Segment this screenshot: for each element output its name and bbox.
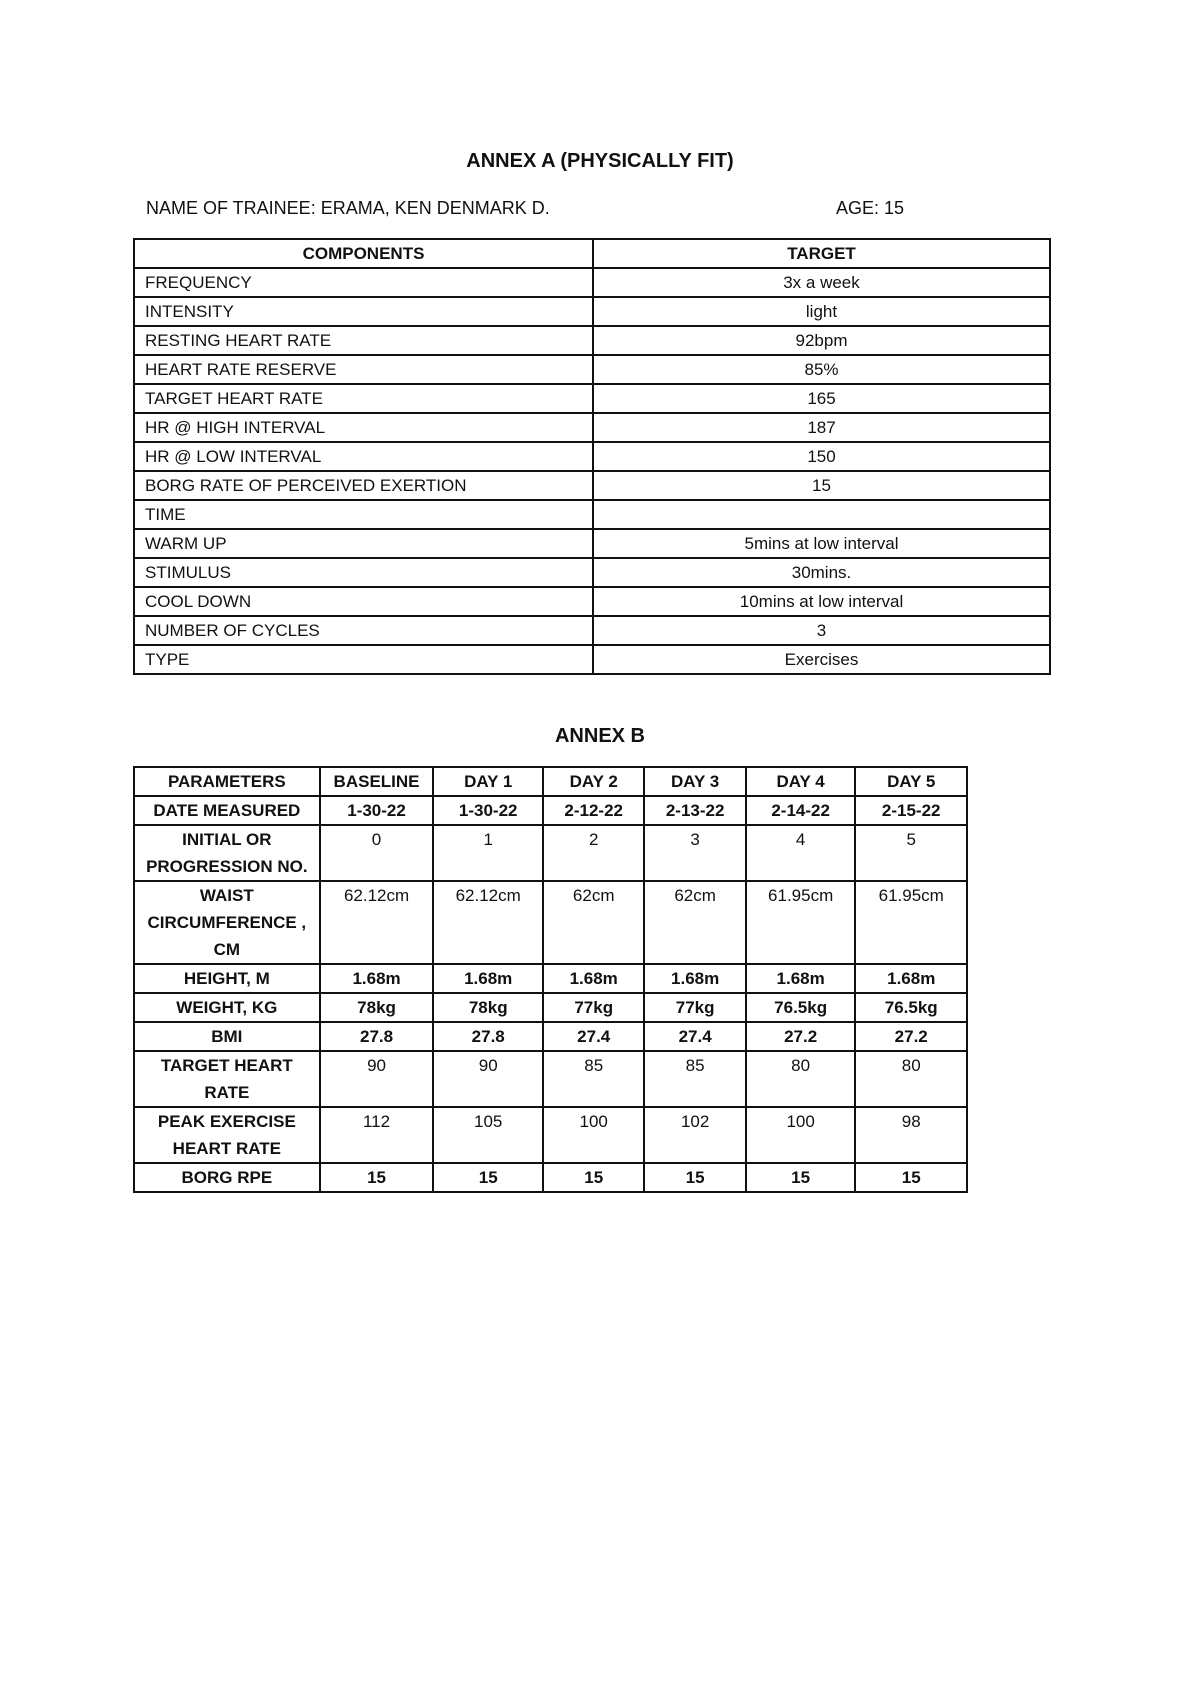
component-cell: RESTING HEART RATE — [134, 326, 593, 355]
value-cell: 27.2 — [746, 1022, 856, 1051]
annex-b-header-row — [134, 767, 967, 796]
table-row — [134, 355, 1050, 384]
target-cell: 3x a week — [593, 268, 1050, 297]
value-cell: 2 — [543, 825, 644, 881]
day-3-header: DAY 3 — [644, 767, 745, 796]
value-cell: 76.5kg — [746, 993, 856, 1022]
target-cell: 187 — [593, 413, 1050, 442]
value-cell: 76.5kg — [855, 993, 967, 1022]
table-row — [134, 825, 967, 881]
value-cell: 27.2 — [855, 1022, 967, 1051]
value-cell: 85 — [543, 1051, 644, 1107]
table-row — [134, 529, 1050, 558]
target-cell: 85% — [593, 355, 1050, 384]
value-cell: 62cm — [543, 881, 644, 964]
value-cell: 2-14-22 — [746, 796, 856, 825]
parameter-cell: TARGET HEART RATE — [134, 1051, 320, 1107]
value-cell: 2-13-22 — [644, 796, 745, 825]
value-cell: 61.95cm — [855, 881, 967, 964]
table-row — [134, 1051, 967, 1107]
table-row — [134, 471, 1050, 500]
parameter-cell: HEIGHT, M — [134, 964, 320, 993]
value-cell: 80 — [746, 1051, 856, 1107]
target-cell: Exercises — [593, 645, 1050, 674]
table-row — [134, 796, 967, 825]
value-cell: 2-15-22 — [855, 796, 967, 825]
table-row — [134, 442, 1050, 471]
table-row — [134, 413, 1050, 442]
component-cell: INTENSITY — [134, 297, 593, 326]
table-row — [134, 1163, 967, 1192]
value-cell: 1.68m — [320, 964, 434, 993]
trainee-name: NAME OF TRAINEE: ERAMA, KEN DENMARK D. — [146, 198, 550, 218]
value-cell: 4 — [746, 825, 856, 881]
annex-a-header-row — [134, 239, 1050, 268]
value-cell: 0 — [320, 825, 434, 881]
value-cell: 1 — [433, 825, 543, 881]
value-cell: 1.68m — [644, 964, 745, 993]
parameter-cell: DATE MEASURED — [134, 796, 320, 825]
value-cell: 80 — [855, 1051, 967, 1107]
component-cell: WARM UP — [134, 529, 593, 558]
component-cell: HEART RATE RESERVE — [134, 355, 593, 384]
value-cell: 62.12cm — [320, 881, 434, 964]
table-row — [134, 1107, 967, 1163]
value-cell: 61.95cm — [746, 881, 856, 964]
day-5-header: DAY 5 — [855, 767, 967, 796]
trainee-age: AGE: 15 — [836, 198, 905, 218]
value-cell: 78kg — [433, 993, 543, 1022]
parameter-cell: BORG RPE — [134, 1163, 320, 1192]
component-cell: BORG RATE OF PERCEIVED EXERTION — [134, 471, 593, 500]
component-cell: NUMBER OF CYCLES — [134, 616, 593, 645]
value-cell: 5 — [855, 825, 967, 881]
value-cell: 1-30-22 — [320, 796, 434, 825]
value-cell: 27.4 — [543, 1022, 644, 1051]
value-cell: 15 — [644, 1163, 745, 1192]
target-cell: 165 — [593, 384, 1050, 413]
value-cell: 77kg — [543, 993, 644, 1022]
table-row — [134, 297, 1050, 326]
value-cell: 15 — [433, 1163, 543, 1192]
table-row — [134, 500, 1050, 529]
table-row — [134, 326, 1050, 355]
component-cell: HR @ HIGH INTERVAL — [134, 413, 593, 442]
value-cell: 2-12-22 — [543, 796, 644, 825]
table-row — [134, 645, 1050, 674]
value-cell: 102 — [644, 1107, 745, 1163]
component-cell: COOL DOWN — [134, 587, 593, 616]
value-cell: 1-30-22 — [433, 796, 543, 825]
table-row — [134, 384, 1050, 413]
target-cell: 10mins at low interval — [593, 587, 1050, 616]
component-cell: STIMULUS — [134, 558, 593, 587]
day-4-header: DAY 4 — [746, 767, 856, 796]
target-cell: 150 — [593, 442, 1050, 471]
value-cell: 100 — [746, 1107, 856, 1163]
value-cell: 1.68m — [543, 964, 644, 993]
value-cell: 85 — [644, 1051, 745, 1107]
day-1-header: DAY 1 — [433, 767, 543, 796]
value-cell: 62cm — [644, 881, 745, 964]
value-cell: 112 — [320, 1107, 434, 1163]
component-cell: TIME — [134, 500, 593, 529]
value-cell: 27.8 — [320, 1022, 434, 1051]
table-row — [134, 587, 1050, 616]
annex-b-title: ANNEX B — [554, 725, 645, 747]
parameter-cell: WEIGHT, KG — [134, 993, 320, 1022]
target-cell: light — [593, 297, 1050, 326]
parameter-cell: BMI — [134, 1022, 320, 1051]
table-row — [134, 268, 1050, 297]
value-cell: 98 — [855, 1107, 967, 1163]
annex-b-body — [134, 796, 967, 1192]
parameter-cell: PEAK EXERCISE HEART RATE — [134, 1107, 320, 1163]
value-cell: 15 — [855, 1163, 967, 1192]
target-cell: 5mins at low interval — [593, 529, 1050, 558]
parameters-header: PARAMETERS — [134, 767, 320, 796]
annex-a-table — [133, 238, 1051, 675]
target-cell: 3 — [593, 616, 1050, 645]
value-cell: 90 — [433, 1051, 543, 1107]
annex-a-body — [134, 268, 1050, 674]
value-cell: 62.12cm — [433, 881, 543, 964]
value-cell: 15 — [543, 1163, 644, 1192]
value-cell: 105 — [433, 1107, 543, 1163]
annex-a-title: ANNEX A (PHYSICALLY FIT) — [466, 150, 734, 172]
target-cell: 30mins. — [593, 558, 1050, 587]
components-header: COMPONENTS — [134, 239, 593, 268]
value-cell: 27.8 — [433, 1022, 543, 1051]
table-row — [134, 964, 967, 993]
parameter-cell: INITIAL OR PROGRESSION NO. — [134, 825, 320, 881]
table-row — [134, 881, 967, 964]
table-row — [134, 616, 1050, 645]
value-cell: 1.68m — [433, 964, 543, 993]
value-cell: 77kg — [644, 993, 745, 1022]
parameter-cell: WAIST CIRCUMFERENCE , CM — [134, 881, 320, 964]
value-cell: 100 — [543, 1107, 644, 1163]
value-cell: 15 — [746, 1163, 856, 1192]
value-cell: 90 — [320, 1051, 434, 1107]
value-cell: 1.68m — [855, 964, 967, 993]
component-cell: FREQUENCY — [134, 268, 593, 297]
component-cell: TYPE — [134, 645, 593, 674]
table-row — [134, 558, 1050, 587]
value-cell: 78kg — [320, 993, 434, 1022]
value-cell: 15 — [320, 1163, 434, 1192]
target-cell: 92bpm — [593, 326, 1050, 355]
component-cell: HR @ LOW INTERVAL — [134, 442, 593, 471]
value-cell: 1.68m — [746, 964, 856, 993]
day-2-header: DAY 2 — [543, 767, 644, 796]
target-header: TARGET — [593, 239, 1050, 268]
table-row — [134, 993, 967, 1022]
component-cell: TARGET HEART RATE — [134, 384, 593, 413]
baseline-header: BASELINE — [320, 767, 434, 796]
table-row — [134, 1022, 967, 1051]
value-cell: 3 — [644, 825, 745, 881]
annex-b-table — [133, 766, 968, 1193]
value-cell: 27.4 — [644, 1022, 745, 1051]
target-cell — [593, 500, 1050, 529]
target-cell: 15 — [593, 471, 1050, 500]
